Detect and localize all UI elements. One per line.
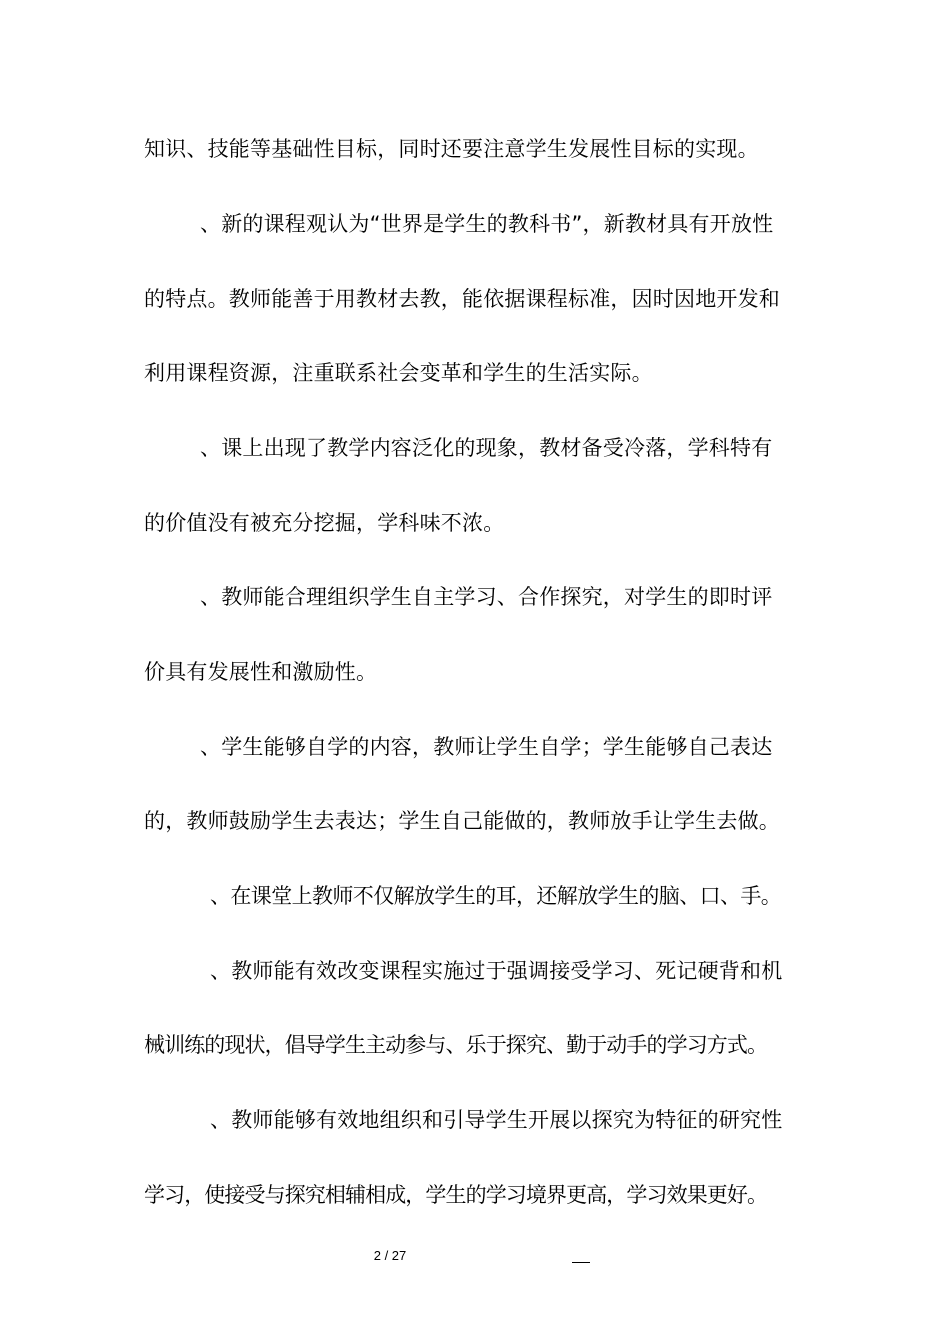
text-line: 、课上出现了教学内容泛化的现象，教材备受冷落，学科特有 (200, 436, 773, 460)
text-line: 械训练的现状，倡导学生主动参与、乐于探究、勤于动手的学习方式。 (144, 1033, 768, 1057)
text-line: 知识、技能等基础性目标，同时还要注意学生发展性目标的实现。 (144, 137, 759, 161)
text-line: 、教师能合理组织学生自主学习、合作探究，对学生的即时评 (200, 585, 773, 609)
text-line: 学习，使接受与探究相辅相成，学生的学习境界更高，学习效果更好。 (144, 1183, 768, 1207)
text-line: 的特点。教师能善于用教材去教，能依据课程标准，因时因地开发和 (144, 287, 780, 311)
text-line: 、学生能够自学的内容，教师让学生自学；学生能够自己表达 (200, 735, 773, 759)
text-line: 、新的课程观认为“世界是学生的教科书”，新教材具有开放性 (200, 212, 774, 236)
text-line: 的价值没有被充分挖掘，学科味不浓。 (144, 511, 505, 535)
text-line: 利用课程资源，注重联系社会变革和学生的生活实际。 (144, 361, 653, 385)
text-line: 的，教师鼓励学生去表达；学生自己能做的，教师放手让学生去做。 (144, 809, 780, 833)
text-line: 、教师能有效改变课程实施过于强调接受学习、死记硬背和机 (210, 959, 783, 983)
text-line: 、教师能够有效地组织和引导学生开展以探究为特征的研究性 (210, 1108, 783, 1132)
footer-underline (572, 1262, 590, 1263)
page-number: 2 / 27 (373, 1248, 407, 1263)
text-line: 价具有发展性和激励性。 (144, 660, 378, 684)
text-line: 、在课堂上教师不仅解放学生的耳，还解放学生的脑、口、手。 (210, 884, 782, 908)
